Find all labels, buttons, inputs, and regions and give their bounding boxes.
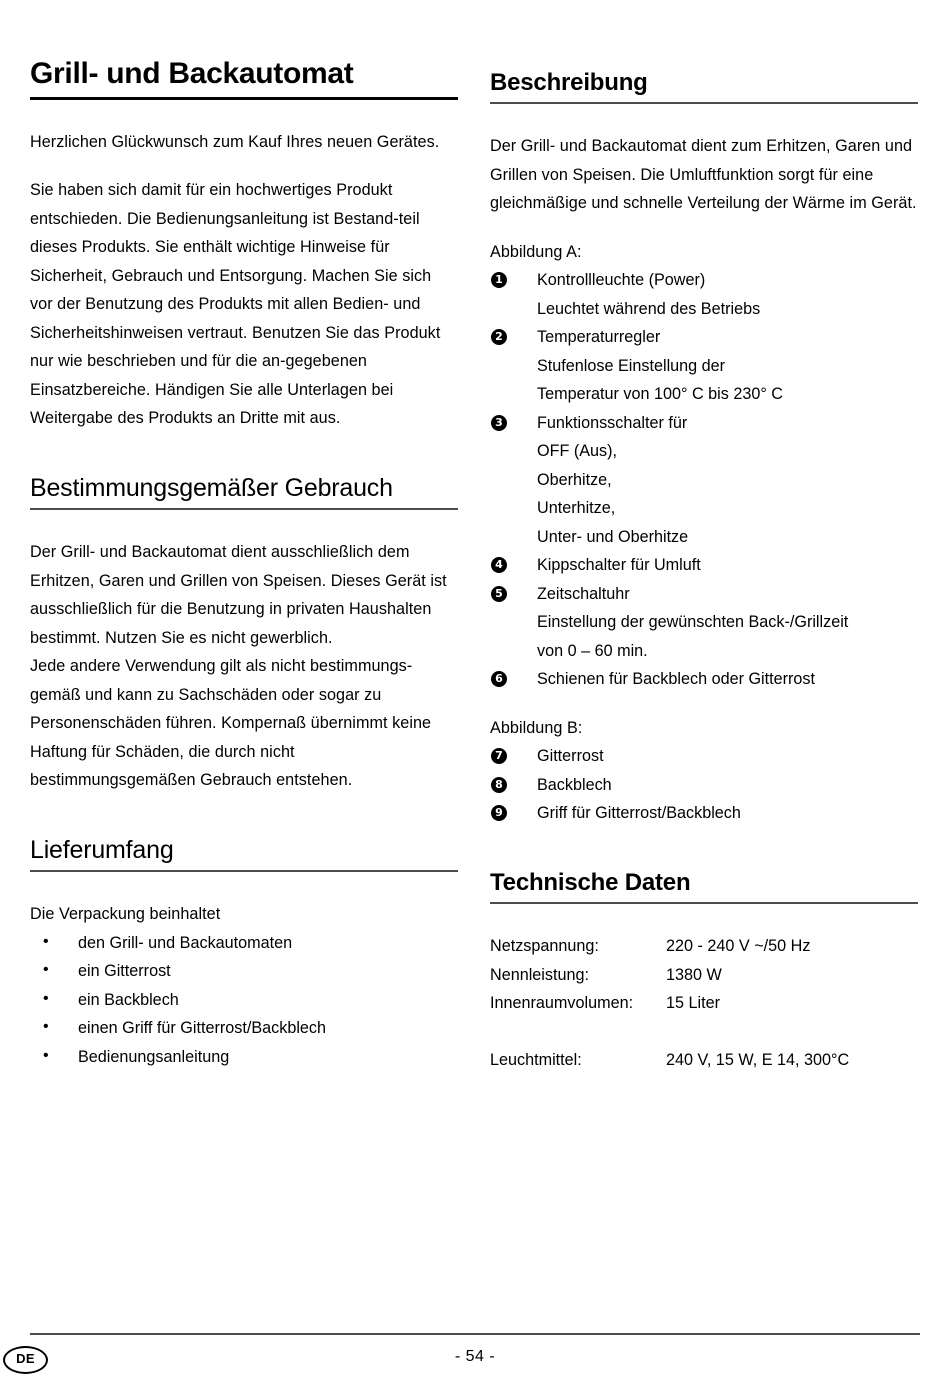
right-column	[490, 70, 918, 1074]
spacer	[490, 694, 918, 714]
figure-b-list	[490, 742, 918, 828]
numbered-item	[490, 771, 918, 800]
spec-value: 15 Liter	[666, 994, 720, 1013]
scope-of-delivery-list	[30, 929, 458, 1072]
figure-b-caption: Abbildung B:	[490, 718, 583, 737]
numbered-item	[490, 551, 918, 580]
circled-number-badge: 8	[491, 777, 507, 793]
intro-paragraph-2: Sie haben sich damit für ein hochwertiges Produkt entschieden. Die Bedienungsanleitung ist Bestand-teil dieses Produkts. Sie enthält wichtige Hinweise für Sicherheit, Gebrauch und Entsorgung. Machen Sie sich vor der Benutzung des Produkts mit allen Bedien- und Sicherheitshinweisen vertraut. Benutzen Sie das Produkt nur wie beschrieben und für die an-gegebenen Einsatzbereiche. Händigen Sie alle Unterlagen bei Weitergabe des Produkts an Dritte mit aus.	[30, 181, 441, 427]
intro-paragraph-1: Herzlichen Glückwunsch zum Kauf Ihres neuen Gerätes.	[30, 132, 440, 151]
spec-label: Leuchtmittel:	[490, 1050, 582, 1069]
circled-number-badge: 5	[491, 586, 507, 602]
numbered-item	[490, 742, 918, 771]
spacer	[30, 433, 458, 475]
numbered-item-subline: Unterhitze,	[537, 499, 616, 518]
section-heading-description: Beschreibung	[490, 70, 918, 104]
page-number: - 54 -	[454, 1348, 496, 1365]
language-badge: DE	[3, 1346, 48, 1374]
table-row	[490, 961, 918, 990]
spacer	[490, 904, 918, 932]
circled-number-badge: 1	[491, 272, 507, 288]
circled-number-badge: 4	[491, 557, 507, 573]
spec-value: 1380 W	[666, 965, 722, 984]
numbered-item	[490, 323, 918, 352]
numbered-item-label: Temperaturregler	[537, 328, 661, 347]
description-paragraph: Der Grill- und Backautomat dient zum Erhitzen, Garen und Grillen von Speisen. Die Umluftfunktion sorgt für eine gleichmäßige und schnelle Verteilung der Wärme im Gerät.	[490, 137, 917, 213]
numbered-item-label: Kontrollleuchte (Power)	[537, 271, 706, 290]
intended-use-paragraph-2: Jede andere Verwendung gilt als nicht bestimmungs-gemäß und kann zu Sachschäden oder sogar zu Personenschäden führen. Kompernaß übernimmt keine Haftung für Schäden, die durch nicht bestimmungsgemäßen Gebrauch entstehen.	[30, 657, 432, 789]
table-row	[490, 932, 918, 961]
section-heading-technical-data: Technische Daten	[490, 870, 918, 904]
numbered-item-subline: Leuchtet während des Betriebs	[537, 299, 761, 318]
numbered-item-subline: von 0 – 60 min.	[537, 641, 648, 660]
numbered-item-label: Zeitschaltuhr	[537, 584, 630, 603]
spacer-cell	[666, 1018, 918, 1046]
spacer	[30, 100, 458, 128]
numbered-item-subline: Einstellung der gewünschten Back-/Grillzeit	[537, 613, 849, 632]
spacer	[30, 872, 458, 900]
numbered-item-subline: Temperatur von 100° C bis 230° C	[537, 385, 783, 404]
circled-number-badge: 9	[491, 805, 507, 821]
figure-a-caption: Abbildung A:	[490, 242, 582, 261]
numbered-item-subline: Oberhitze,	[537, 470, 612, 489]
spacer	[490, 828, 918, 870]
numbered-item-label: Funktionsschalter für	[537, 413, 688, 432]
figure-a-list	[490, 266, 918, 694]
section-heading-intended-use: Bestimmungsgemäßer Gebrauch	[30, 475, 458, 511]
spec-label: Netzspannung:	[490, 937, 599, 956]
list-item: • den Grill- und Backautomaten	[30, 929, 458, 958]
spacer	[30, 156, 458, 176]
footer-divider	[30, 1333, 920, 1335]
spacer	[490, 218, 918, 238]
spec-label: Nennleistung:	[490, 965, 589, 984]
numbered-item-label: Backblech	[537, 775, 612, 794]
intended-use-paragraph-1: Der Grill- und Backautomat dient ausschließlich dem Erhitzen, Garen und Grillen von Speisen. Dieses Gerät ist ausschließlich für die Benutzung in privaten Haushalten bestimmt. Nutzen Sie es nicht gewerblich.	[30, 543, 447, 647]
left-column	[30, 58, 458, 1071]
numbered-item-label: Griff für Gitterrost/Backblech	[537, 804, 741, 823]
list-item: • Bedienungsanleitung	[30, 1043, 458, 1072]
circled-number-badge: 3	[491, 415, 507, 431]
spec-value: 240 V, 15 W, E 14, 300°C	[666, 1050, 850, 1069]
table-spacer-row	[490, 1018, 918, 1046]
list-item: • ein Backblech	[30, 986, 458, 1015]
numbered-item	[490, 266, 918, 295]
numbered-item	[490, 799, 918, 828]
numbered-item-subline: Stufenlose Einstellung der	[537, 356, 726, 375]
page-title: Grill- und Backautomat	[30, 58, 458, 100]
numbered-item-label: Gitterrost	[537, 747, 604, 766]
scope-of-delivery-intro: Die Verpackung beinhaltet	[30, 905, 221, 923]
spacer	[30, 510, 458, 538]
numbered-item	[490, 665, 918, 694]
spec-value: 220 - 240 V ~/50 Hz	[666, 937, 811, 956]
list-item: • einen Griff für Gitterrost/Backblech	[30, 1014, 458, 1043]
technical-data-table	[490, 932, 918, 1074]
table-row	[490, 1046, 918, 1075]
numbered-item	[490, 409, 918, 438]
numbered-item-label: Kippschalter für Umluft	[537, 556, 701, 575]
spacer	[490, 104, 918, 132]
section-heading-scope-of-delivery: Lieferumfang	[30, 837, 458, 873]
numbered-item-label: Schienen für Backblech oder Gitterrost	[537, 670, 816, 689]
spacer	[30, 795, 458, 837]
numbered-item-subline: Unter- und Oberhitze	[537, 527, 689, 546]
spec-label: Innenraumvolumen:	[490, 994, 634, 1013]
numbered-item	[490, 580, 918, 609]
list-item: • ein Gitterrost	[30, 957, 458, 986]
circled-number-badge: 2	[491, 329, 507, 345]
numbered-item-subline: OFF (Aus),	[537, 442, 618, 461]
table-row	[490, 989, 918, 1018]
circled-number-badge: 7	[491, 748, 507, 764]
spacer-cell	[490, 1018, 666, 1046]
circled-number-badge: 6	[491, 671, 507, 687]
